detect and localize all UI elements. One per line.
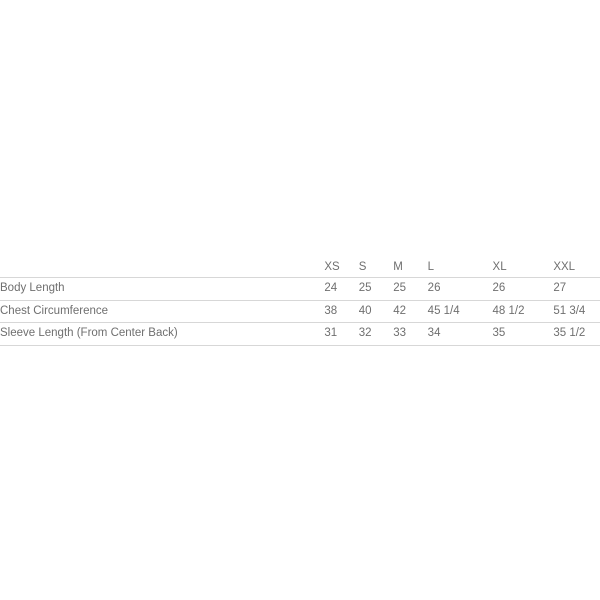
cell-body-length-xl: 26	[493, 278, 554, 301]
table-body	[0, 278, 600, 346]
column-header-s: S	[359, 257, 393, 278]
table-header	[0, 257, 600, 278]
cell-chest-circumference-xl: 48 1/2	[493, 300, 554, 323]
cell-sleeve-length-m: 33	[393, 323, 427, 346]
cell-sleeve-length-xxl: 35 1/2	[553, 323, 600, 346]
cell-sleeve-length-xs: 31	[324, 323, 358, 346]
column-header-xl: XL	[493, 257, 554, 278]
cell-chest-circumference-s: 40	[359, 300, 393, 323]
row-label-chest-circumference: Chest Circumference	[0, 300, 324, 323]
cell-chest-circumference-xxl: 51 3/4	[553, 300, 600, 323]
cell-chest-circumference-m: 42	[393, 300, 427, 323]
cell-body-length-m: 25	[393, 278, 427, 301]
column-header-measurement	[0, 257, 324, 278]
table-row	[0, 278, 600, 301]
cell-body-length-s: 25	[359, 278, 393, 301]
column-header-xs: XS	[324, 257, 358, 278]
size-chart	[0, 257, 600, 346]
cell-sleeve-length-l: 34	[428, 323, 493, 346]
cell-body-length-l: 26	[428, 278, 493, 301]
table-row	[0, 323, 600, 346]
table-row	[0, 300, 600, 323]
column-header-m: M	[393, 257, 427, 278]
table-header-row	[0, 257, 600, 278]
cell-body-length-xs: 24	[324, 278, 358, 301]
row-label-sleeve-length: Sleeve Length (From Center Back)	[0, 323, 324, 346]
row-label-body-length: Body Length	[0, 278, 324, 301]
cell-sleeve-length-xl: 35	[493, 323, 554, 346]
size-table	[0, 257, 600, 346]
cell-chest-circumference-xs: 38	[324, 300, 358, 323]
cell-sleeve-length-s: 32	[359, 323, 393, 346]
cell-body-length-xxl: 27	[553, 278, 600, 301]
column-header-xxl: XXL	[553, 257, 600, 278]
column-header-l: L	[428, 257, 493, 278]
cell-chest-circumference-l: 45 1/4	[428, 300, 493, 323]
